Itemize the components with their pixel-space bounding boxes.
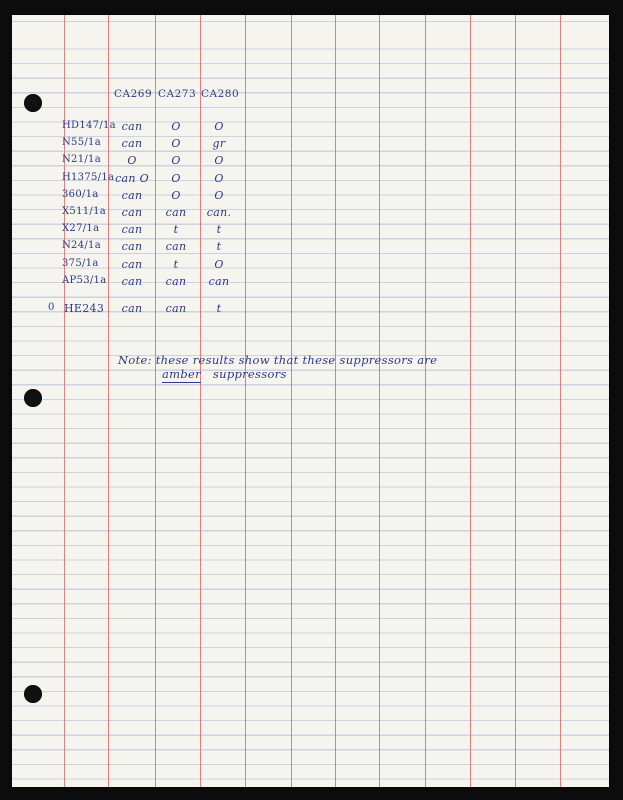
column-header: CA269 <box>114 88 153 100</box>
table-cell: can <box>121 274 143 288</box>
row-label: 360/1a <box>62 188 99 200</box>
table-cell: can <box>121 206 143 219</box>
binder-hole-middle <box>24 389 42 407</box>
ruling-line <box>155 15 156 787</box>
extra-row-prefix: 0 <box>48 302 55 313</box>
table-cell: O <box>171 137 181 151</box>
table-cell: O <box>214 257 224 271</box>
table-cell: gr <box>212 137 226 151</box>
table-cell: O <box>214 120 224 133</box>
binder-hole-top <box>24 94 42 112</box>
table-cell: can O <box>115 171 149 185</box>
table-cell: can <box>165 274 187 288</box>
ruling-line <box>291 15 292 787</box>
row-label: AP53/1a <box>62 274 107 286</box>
table-cell: can <box>121 240 143 254</box>
table-cell: can <box>208 274 230 288</box>
table-cell: can <box>165 206 187 219</box>
table-cell: can <box>121 257 143 271</box>
ruling-line <box>335 15 336 787</box>
note-underlined-word: amber <box>162 367 201 381</box>
row-label: X511/1a <box>62 206 106 217</box>
table-cell: can <box>121 137 143 151</box>
table-cell: O <box>171 120 181 133</box>
ruling-line <box>560 15 561 787</box>
table-cell: O <box>214 154 224 168</box>
row-label: N21/1a <box>62 154 101 166</box>
column-header: CA273 <box>158 88 197 100</box>
ruling-line <box>245 15 246 787</box>
table-cell: O <box>171 154 181 168</box>
table-cell: O <box>171 188 181 202</box>
ruling-line <box>515 15 516 787</box>
table-cell: O <box>127 154 137 168</box>
table-cell: can <box>121 120 143 133</box>
note-line-2 <box>162 367 287 381</box>
ruling-line <box>425 15 426 787</box>
table-cell: t <box>173 223 179 237</box>
row-label: X27/1a <box>62 223 100 235</box>
table-cell: can <box>121 188 143 202</box>
table-cell: t <box>216 302 222 315</box>
row-label: N24/1a <box>62 240 101 252</box>
binder-hole-bottom <box>24 685 42 703</box>
table-cell: can. <box>206 206 232 219</box>
column-header: CA280 <box>201 88 240 100</box>
table-cell: can <box>165 302 187 315</box>
table-cell: t <box>173 257 179 271</box>
table-cell: O <box>214 171 224 185</box>
table-cell: t <box>216 223 222 237</box>
notebook-page <box>12 15 609 787</box>
row-label: HD147/1a <box>62 120 116 131</box>
table-cell: t <box>216 240 222 254</box>
row-label: H1375/1a <box>62 171 115 183</box>
table-cell: can <box>165 240 187 254</box>
row-label: N55/1a <box>62 137 101 149</box>
table-cell: O <box>171 171 181 185</box>
row-label: 375/1a <box>62 257 99 269</box>
ruling-line <box>470 15 471 787</box>
ruling-line <box>200 15 201 787</box>
note-line-1: Note: these results show that these suppressors are <box>118 353 438 367</box>
ruling-line <box>379 15 380 787</box>
table-cell: can <box>121 223 143 237</box>
extra-row-label: HE243 <box>64 302 105 315</box>
table-cell: can <box>121 302 143 315</box>
note-line-2-rest: suppressors <box>212 367 287 381</box>
table-cell: O <box>214 188 224 202</box>
